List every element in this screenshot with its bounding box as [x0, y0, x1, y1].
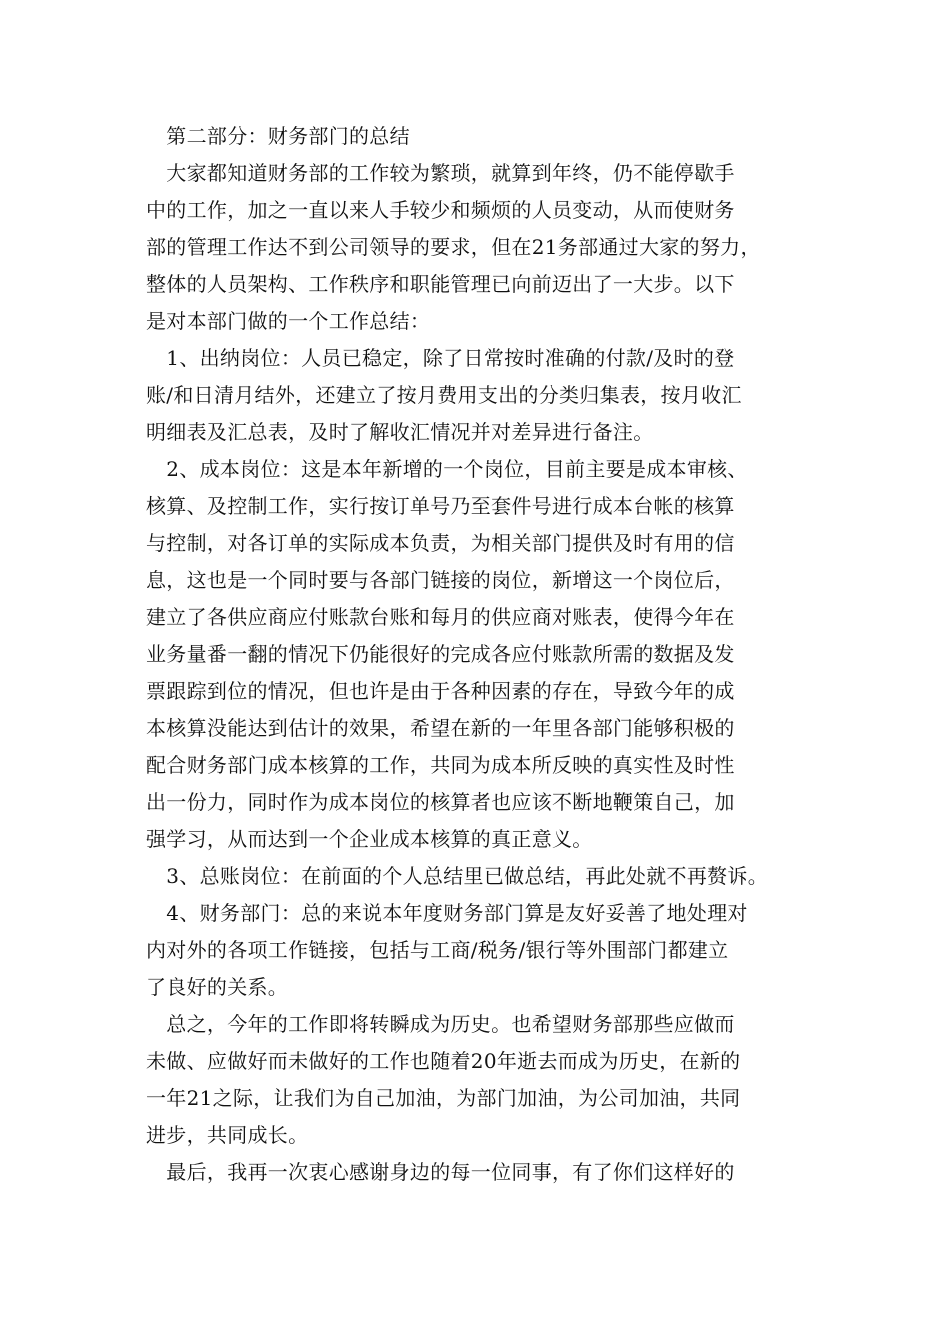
text-line: 建立了各供应商应付账款台账和每月的供应商对账表，使得今年在: [146, 605, 735, 629]
text-line: 中的工作，加之一直以来人手较少和频烦的人员变动，从而使财务: [146, 198, 735, 222]
text-line: 本核算没能达到估计的效果，希望在新的一年里各部门能够积极的: [146, 716, 735, 740]
text-line: 最后，我再一次衷心感谢身边的每一位同事，有了你们这样好的: [146, 1160, 735, 1184]
text-line: 2、成本岗位：这是本年新增的一个岗位，目前主要是成本审核、: [146, 457, 748, 481]
text-line: 与控制，对各订单的实际成本负责，为相关部门提供及时有用的信: [146, 531, 735, 555]
text-line: 内对外的各项工作链接，包括与工商/税务/银行等外围部门都建立: [146, 938, 729, 962]
text-line: 第二部分：财务部门的总结: [146, 124, 410, 148]
text-line: 强学习，从而达到一个企业成本核算的真正意义。: [146, 827, 593, 851]
text-line: 票跟踪到位的情况，但也许是由于各种因素的存在，导致今年的成: [146, 679, 735, 703]
text-line: 出一份力，同时作为成本岗位的核算者也应该不断地鞭策自己，加: [146, 790, 735, 814]
text-line: 配合财务部门成本核算的工作，共同为成本所反映的真实性及时性: [146, 753, 735, 777]
text-line: 明细表及汇总表，及时了解收汇情况并对差异进行备注。: [146, 420, 654, 444]
text-line: 账/和日清月结外，还建立了按月费用支出的分类归集表，按月收汇: [146, 383, 742, 407]
text-line: 3、总账岗位：在前面的个人总结里已做总结，再此处就不再赘诉。: [146, 864, 769, 888]
text-line: 未做、应做好而未做好的工作也随着20年逝去而成为历史，在新的: [146, 1049, 741, 1073]
text-line: 部的管理工作达不到公司领导的要求，但在21务部通过大家的努力，: [146, 235, 761, 259]
text-line: 息，这也是一个同时要与各部门链接的岗位，新增这一个岗位后，: [146, 568, 735, 592]
text-line: 大家都知道财务部的工作较为繁琐，就算到年终，仍不能停歇手: [146, 161, 735, 185]
text-line: 总之，今年的工作即将转瞬成为历史。也希望财务部那些应做而: [146, 1012, 735, 1036]
text-line: 了良好的关系。: [146, 975, 289, 999]
text-line: 业务量番一翻的情况下仍能很好的完成各应付账款所需的数据及发: [146, 642, 735, 666]
text-line: 整体的人员架构、工作秩序和职能管理已向前迈出了一大步。以下: [146, 272, 735, 296]
text-line: 是对本部门做的一个工作总结：: [146, 309, 431, 333]
text-line: 进步，共同成长。: [146, 1123, 309, 1147]
text-line: 一年21之际，让我们为自己加油，为部门加油，为公司加油，共同: [146, 1086, 741, 1110]
text-line: 4、财务部门：总的来说本年度财务部门算是友好妥善了地处理对: [146, 901, 748, 925]
text-line: 核算、及控制工作，实行按订单号乃至套件号进行成本台帐的核算: [146, 494, 735, 518]
text-line: 1、出纳岗位：人员已稳定，除了日常按时准确的付款/及时的登: [146, 346, 735, 370]
